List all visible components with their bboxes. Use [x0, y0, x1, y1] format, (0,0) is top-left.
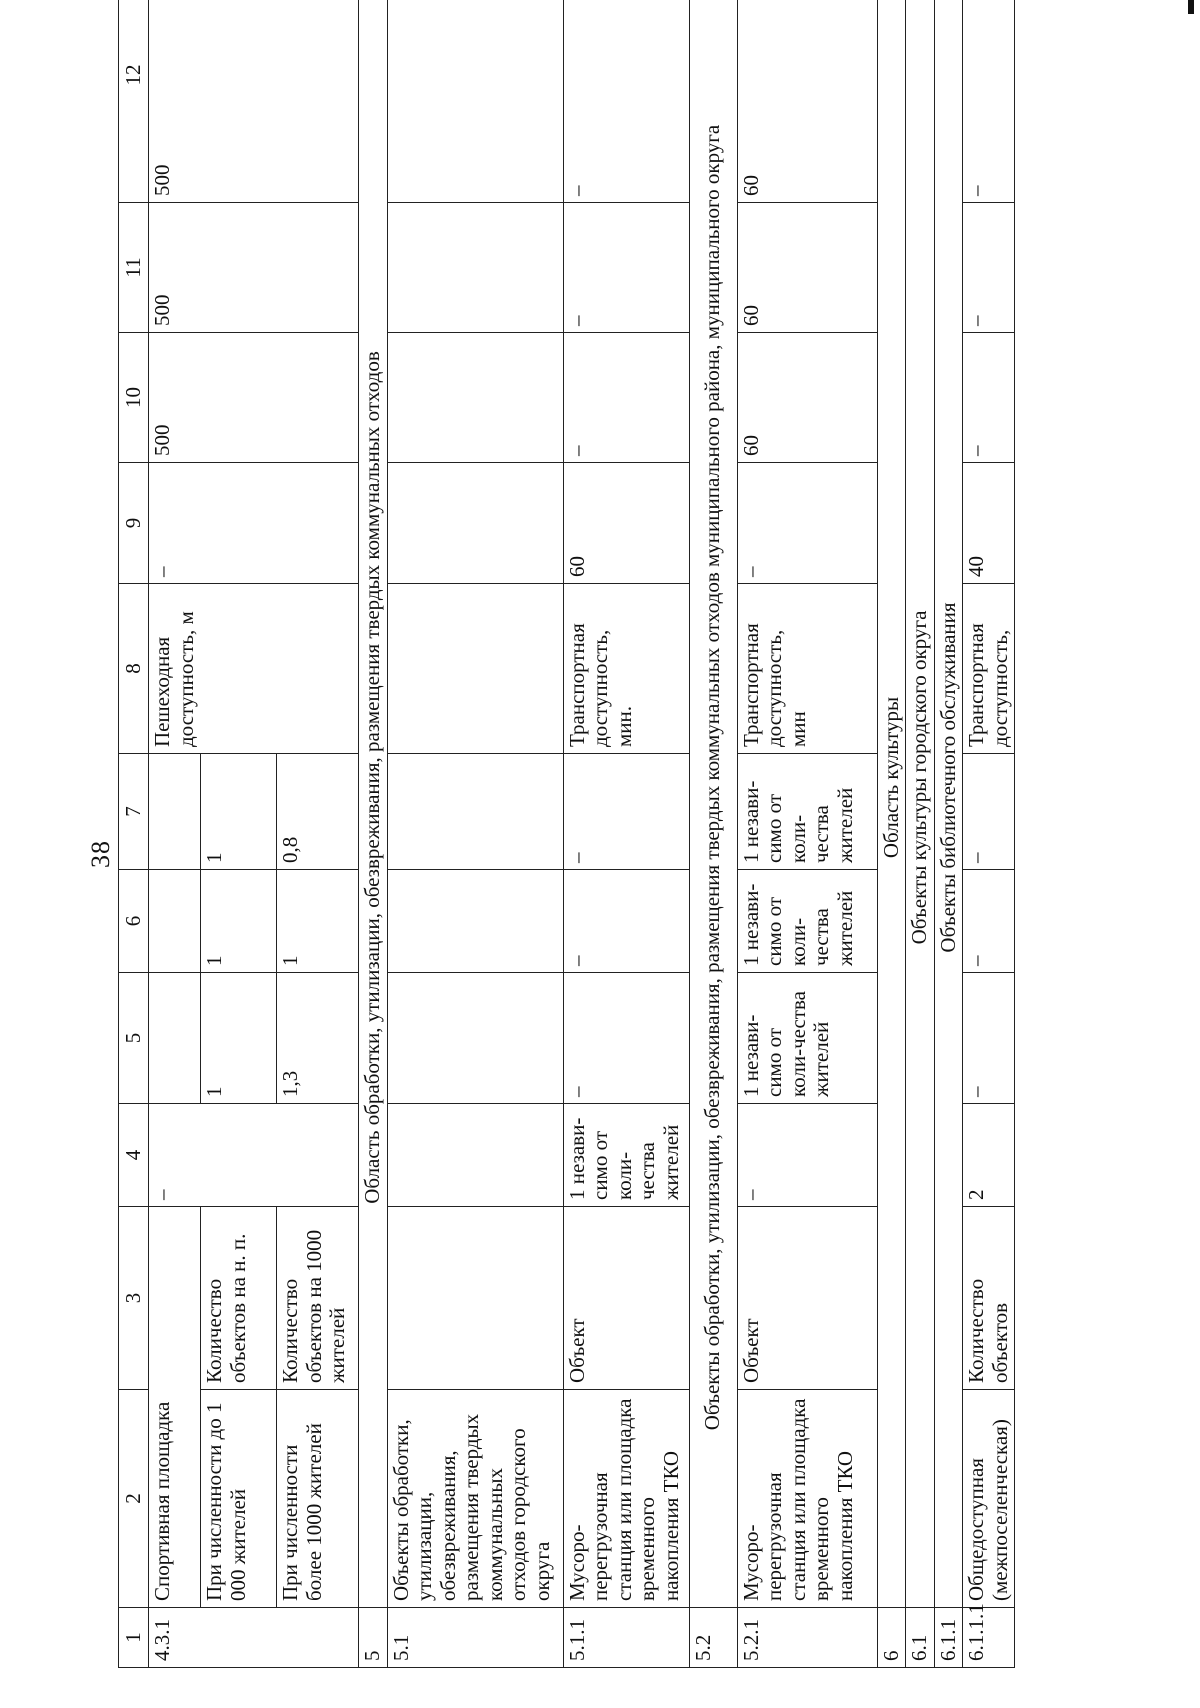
row-number: 4.3.1 [149, 1608, 359, 1668]
cell-col12 [387, 0, 563, 203]
unit: Количество объектов на н. п. [201, 1207, 277, 1390]
cell-col10: 500 [149, 333, 359, 463]
cell-col11: 500 [149, 203, 359, 333]
cell-col6 [149, 870, 201, 973]
header-row [119, 0, 149, 1668]
col-header-2: 2 [119, 1390, 149, 1608]
section-title: Объекты культуры городского округа [906, 0, 935, 1608]
cell-col6: 1 [277, 870, 359, 973]
cell-col5: 1 [201, 973, 277, 1104]
col-header-10: 10 [119, 333, 149, 463]
col-header-3: 3 [119, 1207, 149, 1390]
cell-col9: – [737, 463, 877, 584]
cell-col10: – [563, 333, 689, 463]
cell-col10: 60 [737, 333, 877, 463]
section-number: 5.2 [689, 1608, 737, 1668]
cell-col6: 1 незави-симо от коли-чества жителей [737, 870, 877, 973]
section-title: Объекты библиотечного обслуживания [934, 0, 963, 1608]
cell-col9: 60 [563, 463, 689, 584]
cell-col12: – [963, 0, 1015, 203]
cell-col12: 500 [149, 0, 359, 203]
object-name: Мусоро-перегрузочная станция или площадка временного накопления ТКО [563, 1390, 689, 1608]
cell-col8: Транспортная доступность, [963, 584, 1015, 754]
section-number: 6 [877, 1608, 906, 1668]
cell-col10: – [963, 333, 1015, 463]
page-number: 38 [86, 840, 115, 868]
cell-col4: – [149, 1104, 359, 1207]
unit: Объект [563, 1207, 689, 1390]
cell-col11: – [963, 203, 1015, 333]
col-header-5: 5 [119, 973, 149, 1104]
cell-col6: 1 [201, 870, 277, 973]
cell-col5 [387, 973, 563, 1104]
object-name: Мусоро-перегрузочная станция или площадка временного накопления ТКО [737, 1390, 877, 1608]
row-number: 6.1.1.1 [963, 1608, 1015, 1668]
cell-col9 [387, 463, 563, 584]
section-row [877, 0, 906, 1668]
object-name: Объекты обработки, утилизации, обезвреживания, размещения твердых коммунальных отходов городского округа [387, 1390, 563, 1608]
row-number: 5.2.1 [737, 1608, 877, 1668]
col-header-9: 9 [119, 463, 149, 584]
cell-col11: – [563, 203, 689, 333]
cell-col12: 60 [737, 0, 877, 203]
cell-col11 [387, 203, 563, 333]
cell-col6: – [563, 870, 689, 973]
cell-col7: 1 незави-симо от коли-чества жителей [737, 754, 877, 870]
section-number: 6.1 [906, 1608, 935, 1668]
unit: Количество объектов на 1000 жителей [277, 1207, 359, 1390]
cell-col10 [387, 333, 563, 463]
col-header-11: 11 [119, 203, 149, 333]
cell-col7: – [563, 754, 689, 870]
cell-col5 [149, 973, 201, 1104]
section-title: Область культуры [877, 0, 906, 1608]
object-name: При численности до 1 000 жителей [201, 1390, 277, 1608]
cell-col11: 60 [737, 203, 877, 333]
object-name: При численности более 1000 жителей [277, 1390, 359, 1608]
cell-col7: 1 [201, 754, 277, 870]
cell-col7 [149, 754, 201, 870]
cell-col5: – [563, 973, 689, 1104]
col-header-4: 4 [119, 1104, 149, 1207]
object-name: Спортивная площадка [149, 1207, 201, 1608]
section-row [359, 0, 388, 1668]
table-row [387, 0, 563, 1668]
section-number: 6.1.1 [934, 1608, 963, 1668]
cell-col4: 1 незави-симо от коли-чества жителей [563, 1104, 689, 1207]
cell-col5: 1,3 [277, 973, 359, 1104]
unit: Объект [737, 1207, 877, 1390]
cell-col7: 0,8 [277, 754, 359, 870]
cell-col6 [387, 870, 563, 973]
col-header-6: 6 [119, 870, 149, 973]
cell-col4: – [737, 1104, 877, 1207]
table-row [737, 0, 877, 1668]
section-row [934, 0, 963, 1668]
cell-col6: – [963, 870, 1015, 973]
cell-col4 [387, 1104, 563, 1207]
row-number: 5.1.1 [563, 1608, 689, 1668]
col-header-12: 12 [119, 0, 149, 203]
cell-col9: 40 [963, 463, 1015, 584]
table-row [149, 0, 201, 1668]
section-row [906, 0, 935, 1668]
table-row [563, 0, 689, 1668]
table-row [963, 0, 1015, 1668]
cell-col8: Транспортная доступность, мин. [563, 584, 689, 754]
col-header-8: 8 [119, 584, 149, 754]
section-number: 5 [359, 1608, 388, 1668]
object-name: Общедоступная (межпоселенческая) [963, 1390, 1015, 1608]
cell-col7: – [963, 754, 1015, 870]
cell-col8: Транспортная доступность, мин [737, 584, 877, 754]
cell-col8: Пешеходная доступность, м [149, 584, 359, 754]
cell-col12: – [563, 0, 689, 203]
col-header-7: 7 [119, 754, 149, 870]
cell-col5: 1 незави-симо от коли-чества жителей [737, 973, 877, 1104]
cell-col9: – [149, 463, 359, 584]
cell-col7 [387, 754, 563, 870]
row-number: 5.1 [387, 1608, 563, 1668]
section-title: Область обработки, утилизации, обезвреживания, размещения твердых коммунальных отходов [359, 0, 388, 1608]
section-row [689, 0, 737, 1668]
cell-col8 [387, 584, 563, 754]
col-header-1: 1 [119, 1608, 149, 1668]
norms-table [118, 0, 1015, 1668]
unit [387, 1207, 563, 1390]
cell-col5: – [963, 973, 1015, 1104]
unit: Количество объектов [963, 1207, 1015, 1390]
cell-col4: 2 [963, 1104, 1015, 1207]
section-title: Объекты обработки, утилизации, обезвреживания, размещения твердых коммунальных отходов муниципального района, муниципального округа [689, 0, 737, 1608]
